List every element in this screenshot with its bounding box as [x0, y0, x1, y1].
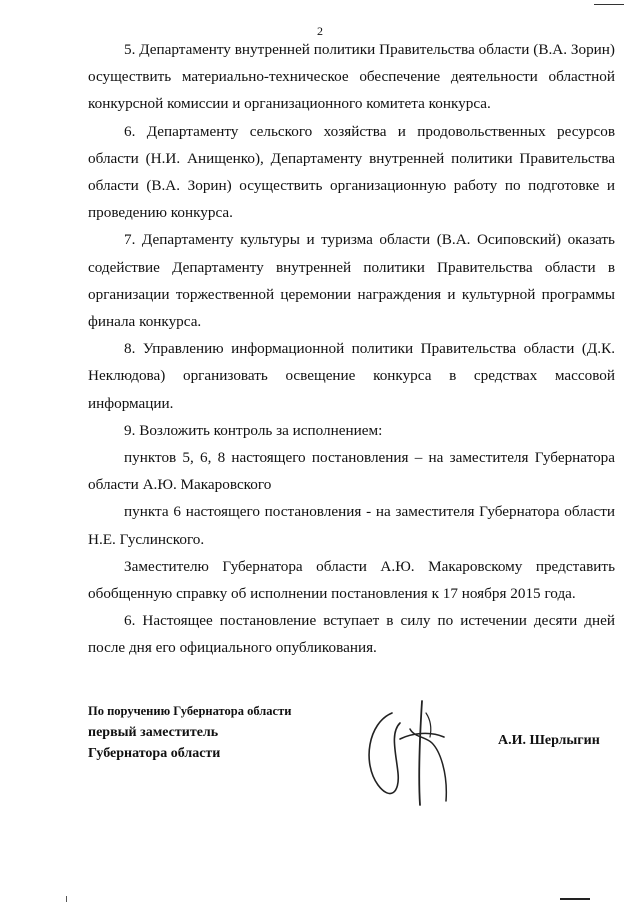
scan-mark-bottom-right	[560, 898, 590, 900]
signature-position: первый заместитель	[88, 725, 219, 740]
paragraph-9-item-2: пункта 6 настоящего постановления - на заместителя Губернатора области Н.Е. Гуслинского.	[88, 503, 615, 548]
paragraph-9-item-1: пунктов 5, 6, 8 настоящего постановления – на заместителя Губернатора области А.Ю. Макаровского	[88, 449, 615, 494]
paragraph-5: 5. Департаменту внутренней политики Правительства области (В.А. Зорин) осуществить материально-техническое обеспечение деятельности областной конкурсной комиссии и организационного комитета конкурса.	[88, 41, 615, 113]
scan-mark-top-right	[594, 4, 624, 5]
paragraph-9: 9. Возложить контроль за исполнением:	[124, 421, 383, 439]
paragraph-6: 6. Департаменту сельского хозяйства и продовольственных ресурсов области (Н.И. Анищенко), Департаменту внутренней политики Правительства области (В.А. Зорин) осуществить организационную работу по подготовке и проведению конкурса.	[88, 122, 615, 222]
paragraph-effective: 6. Настоящее постановление вступает в силу по истечении десяти дней после дня его официального опубликования.	[88, 612, 615, 657]
page-number: 2	[317, 24, 323, 38]
signature-position-2: Губернатора области	[88, 746, 221, 761]
handwritten-signature	[360, 693, 470, 813]
document-body	[88, 36, 615, 662]
signature-authority: По поручению Губернатора области	[88, 704, 292, 718]
paragraph-7: 7. Департаменту культуры и туризма области (В.А. Осиповский) оказать содействие Департаменту внутренней политики Правительства области в организации торжественной церемонии награждения и культурной программы финала конкурса.	[88, 231, 615, 331]
paragraph-report: Заместителю Губернатора области А.Ю. Макаровскому представить обобщенную справку об исполнении постановления к 17 ноября 2015 года.	[88, 557, 615, 603]
scan-mark-bottom-left	[66, 896, 67, 902]
signer-name: А.И. Шерлыгин	[498, 733, 600, 748]
paragraph-8: 8. Управлению информационной политики Правительства области (Д.К. Неклюдова) организовать освещение конкурса в средствах массовой информации.	[88, 340, 615, 412]
signature-block	[88, 701, 291, 764]
